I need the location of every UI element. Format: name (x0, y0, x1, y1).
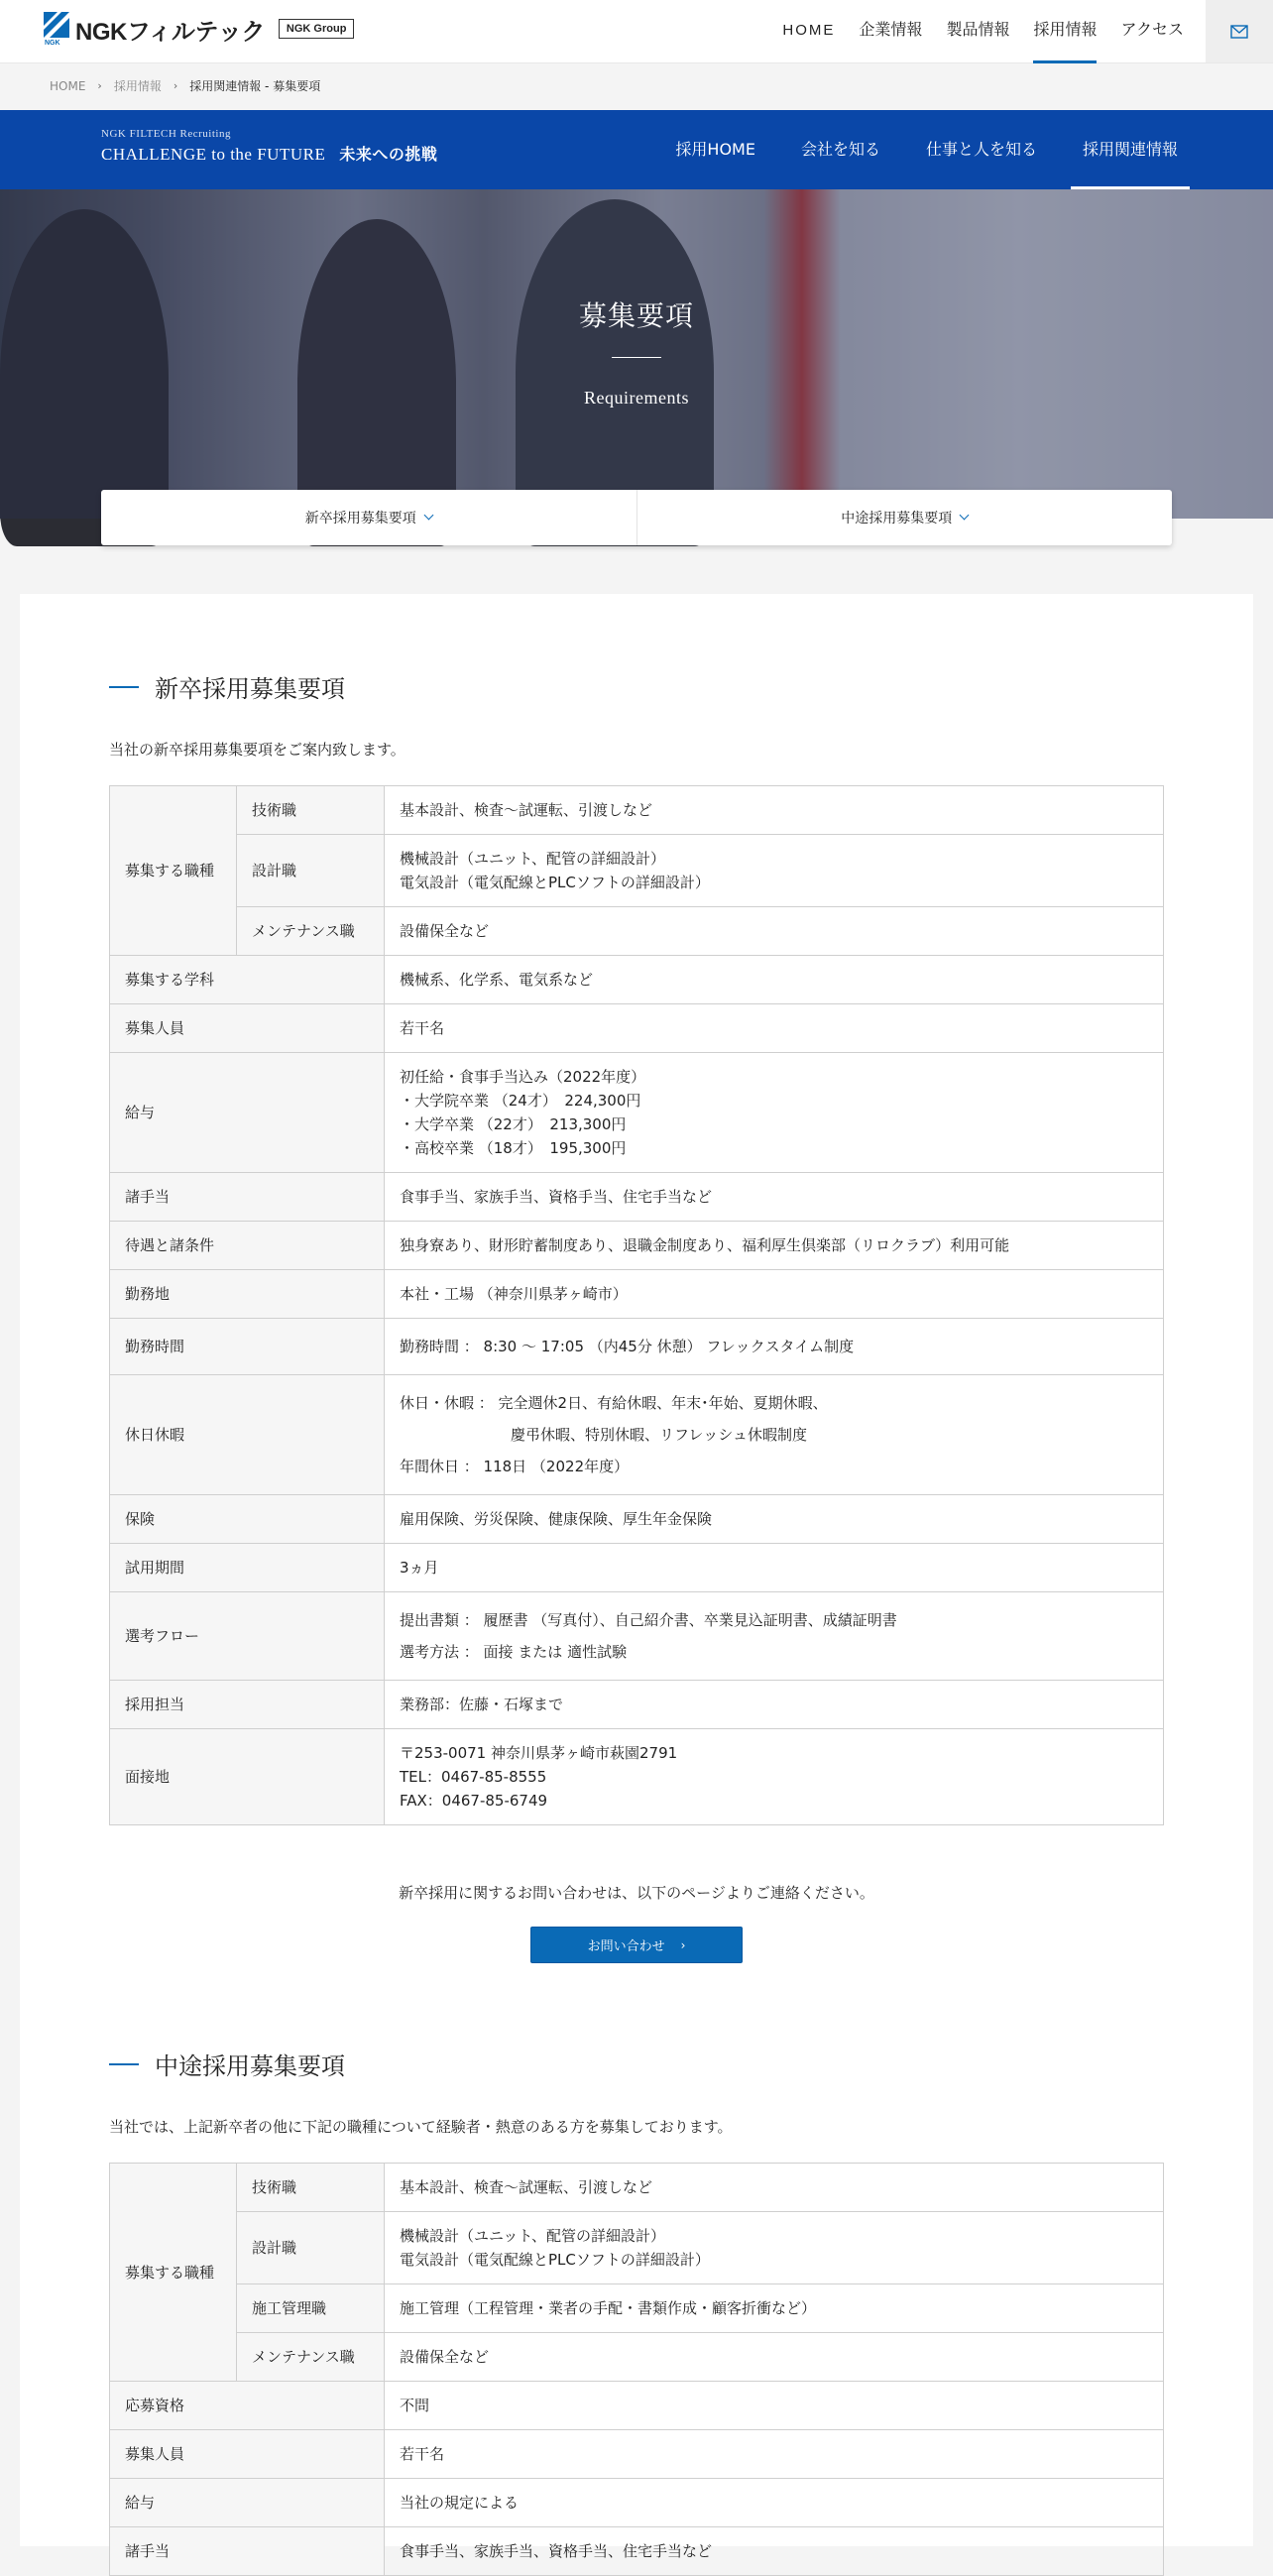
title-accent-bar (109, 2063, 139, 2065)
row-value: 初任給・食事手当込み（2022年度） ・大学院卒業 （24才） 224,300円 ・大学卒業 （22才） 213,300円 ・高校卒業 （18才） 195,300円 (385, 1053, 1164, 1173)
table-row (110, 1173, 1164, 1222)
job-name: メンテナンス職 (237, 2333, 385, 2382)
job-name: 施工管理職 (237, 2284, 385, 2333)
table-row (110, 907, 1164, 956)
anchor-nav (101, 490, 1172, 545)
recruit-subnav (0, 110, 1273, 189)
row-value: 休日・休暇 ： 完全週休2日、有給休暇、年末･年始、夏期休暇、 慶弔休暇、特別休暇、リフレッシュ休暇制度 年間休日 ： 118日 （2022年度） (385, 1375, 1164, 1495)
site-header (0, 0, 1273, 63)
row-label: 給与 (110, 1053, 385, 1173)
chevron-right-icon: › (173, 79, 178, 92)
table-row (110, 835, 1164, 907)
row-label: 採用担当 (110, 1681, 385, 1729)
mid-career-intro: 当社では、上記新卒者の他に下記の職種について経験者・熱意のある方を募集しております。 (109, 2118, 733, 2136)
row-value: 本社・工場 （神奈川県茅ヶ崎市） (385, 1270, 1164, 1319)
job-label: 募集する職種 (110, 2164, 237, 2382)
anchor-new-grad[interactable] (101, 490, 636, 545)
breadcrumb-current: 採用関連情報 - 募集要項 (189, 79, 321, 93)
anchor-mid-career[interactable] (636, 490, 1173, 545)
chevron-down-icon (960, 511, 970, 521)
nav-home[interactable]: HOME (782, 22, 836, 39)
row-label: 選考フロー (110, 1592, 385, 1681)
table-row (110, 2430, 1164, 2479)
contact-button[interactable] (530, 1927, 743, 1963)
row-label: 勤務地 (110, 1270, 385, 1319)
row-value: 不問 (385, 2382, 1164, 2430)
table-row (110, 2164, 1164, 2212)
row-value: 提出書類 ： 履歴書 （写真付）、自己紹介書、卒業見込証明書、成績証明書 選考方法 ： 面接 または 適性試験 (385, 1592, 1164, 1681)
hero-banner (0, 189, 1273, 519)
job-desc: 機械設計（ユニット、配管の詳細設計） 電気設計（電気配線とPLCソフトの詳細設計） (385, 2212, 1164, 2284)
job-desc: 設備保全など (385, 907, 1164, 956)
row-value: 雇用保険、労災保険、健康保険、厚生年金保険 (385, 1495, 1164, 1544)
mail-icon (1230, 25, 1248, 39)
hero-divider (612, 357, 661, 358)
table-row (110, 1270, 1164, 1319)
job-name: メンテナンス職 (237, 907, 385, 956)
row-value: 〒253-0071 神奈川県茅ヶ崎市萩園2791 TEL：0467-85-8555 FAX：0467-85-6749 (385, 1729, 1164, 1825)
new-grad-title-text: 新卒採用募集要項 (155, 675, 345, 703)
job-desc: 機械設計（ユニット、配管の詳細設計） 電気設計（電気配線とPLCソフトの詳細設計） (385, 835, 1164, 907)
anchor-mid-career-label: 中途採用募集要項 (841, 511, 953, 527)
breadcrumb-home[interactable]: HOME (50, 78, 86, 93)
new-grad-title (109, 669, 345, 704)
ngk-logo-icon (44, 12, 69, 46)
row-label: 休日休暇 (110, 1375, 385, 1495)
row-value: 食事手当、家族手当、資格手当、住宅手当など (385, 2527, 1164, 2576)
table-row (110, 786, 1164, 835)
new-grad-intro: 当社の新卒採用募集要項をご案内致します。 (109, 741, 405, 759)
brand-big (101, 142, 437, 165)
row-label: 諸手当 (110, 1173, 385, 1222)
row-label: 給与 (110, 2479, 385, 2527)
table-row (110, 1053, 1164, 1173)
subnav-recruit-home[interactable]: 採用HOME (675, 140, 755, 159)
row-label: 応募資格 (110, 2382, 385, 2430)
recruit-brand[interactable] (101, 128, 437, 165)
row-value: 3ヵ月 (385, 1544, 1164, 1592)
table-row (110, 1222, 1164, 1270)
row-label: 勤務時間 (110, 1319, 385, 1375)
logo-sub-text: NGK (45, 40, 60, 47)
company-logo[interactable] (44, 11, 354, 47)
row-value: 独身寮あり、財形貯蓄制度あり、退職金制度あり、福利厚生倶楽部（リロクラブ）利用可能 (385, 1222, 1164, 1270)
row-label: 募集人員 (110, 2430, 385, 2479)
job-name: 技術職 (237, 786, 385, 835)
brand-small: NGK FILTECH Recruiting (101, 128, 231, 140)
chevron-down-icon (423, 511, 433, 521)
row-label: 面接地 (110, 1729, 385, 1825)
breadcrumb (50, 77, 320, 94)
job-desc: 設備保全など (385, 2333, 1164, 2382)
logo-text: NGKフィルテック (75, 18, 265, 46)
table-row (110, 2527, 1164, 2576)
content-card (20, 594, 1253, 2560)
table-row (110, 2382, 1164, 2430)
nav-products[interactable]: 製品情報 (946, 22, 1010, 39)
table-row (110, 1495, 1164, 1544)
nav-recruit[interactable]: 採用情報 (1033, 0, 1097, 63)
row-label: 試用期間 (110, 1544, 385, 1592)
mid-career-table (109, 2163, 1164, 2576)
job-name: 技術職 (237, 2164, 385, 2212)
table-row (110, 1004, 1164, 1053)
row-value: 食事手当、家族手当、資格手当、住宅手当など (385, 1173, 1164, 1222)
row-label: 保険 (110, 1495, 385, 1544)
table-row (110, 2284, 1164, 2333)
group-badge: NGK Group (279, 19, 355, 39)
job-desc: 施工管理（工程管理・業者の手配・書類作成・顧客折衝など） (385, 2284, 1164, 2333)
job-desc: 基本設計、検査～試運転、引渡しなど (385, 2164, 1164, 2212)
hero-subtitle: Requirements (584, 388, 689, 408)
row-label: 募集人員 (110, 1004, 385, 1053)
row-label: 待遇と諸条件 (110, 1222, 385, 1270)
row-label: 募集する学科 (110, 956, 385, 1004)
table-row (110, 1319, 1164, 1375)
global-nav (758, 0, 1184, 63)
table-row (110, 1592, 1164, 1681)
mid-career-title-text: 中途採用募集要項 (155, 2052, 345, 2080)
new-grad-table (109, 785, 1164, 1825)
breadcrumb-recruit[interactable]: 採用情報 (113, 79, 162, 93)
nav-access[interactable]: アクセス (1120, 22, 1184, 39)
chevron-right-icon: › (97, 79, 102, 92)
chevron-right-icon: › (680, 1937, 686, 1952)
hero-overlay (0, 189, 1273, 519)
row-value: 当社の規定による (385, 2479, 1164, 2527)
row-label: 諸手当 (110, 2527, 385, 2576)
row-value: 勤務時間 ： 8:30 ～ 17:05 （内45分 休憩） フレックスタイム制度 (385, 1319, 1164, 1375)
subnav-work-people[interactable]: 仕事と人を知る (925, 140, 1037, 159)
table-row (110, 2333, 1164, 2382)
subnav-company[interactable]: 会社を知る (800, 140, 880, 159)
job-name: 設計職 (237, 835, 385, 907)
nav-company[interactable]: 企業情報 (859, 22, 923, 39)
title-accent-bar (109, 686, 139, 688)
row-value: 機械系、化学系、電気系など (385, 956, 1164, 1004)
subnav-recruit-info[interactable]: 採用関連情報 (1071, 110, 1190, 189)
table-row (110, 1729, 1164, 1825)
job-desc: 基本設計、検査～試運転、引渡しなど (385, 786, 1164, 835)
mail-button[interactable] (1206, 0, 1273, 62)
table-row (110, 956, 1164, 1004)
job-label: 募集する職種 (110, 786, 237, 956)
row-value: 業務部：佐藤・石塚まで (385, 1681, 1164, 1729)
row-value: 若干名 (385, 2430, 1164, 2479)
table-row (110, 1375, 1164, 1495)
row-value: 若干名 (385, 1004, 1164, 1053)
hero-title: 募集要項 (578, 299, 694, 332)
anchor-new-grad-label: 新卒採用募集要項 (304, 511, 416, 527)
table-row (110, 2479, 1164, 2527)
brand-en: CHALLENGE to the FUTURE (101, 145, 326, 164)
table-row (110, 1544, 1164, 1592)
job-name: 設計職 (237, 2212, 385, 2284)
contact-note: 新卒採用に関するお問い合わせは、以下のページよりご連絡ください。 (399, 1884, 874, 1902)
table-row (110, 1681, 1164, 1729)
mid-career-title (109, 2047, 345, 2081)
brand-jp: 未来への挑戦 (339, 145, 438, 164)
table-row (110, 2212, 1164, 2284)
contact-button-label: お問い合わせ (587, 1939, 665, 1954)
